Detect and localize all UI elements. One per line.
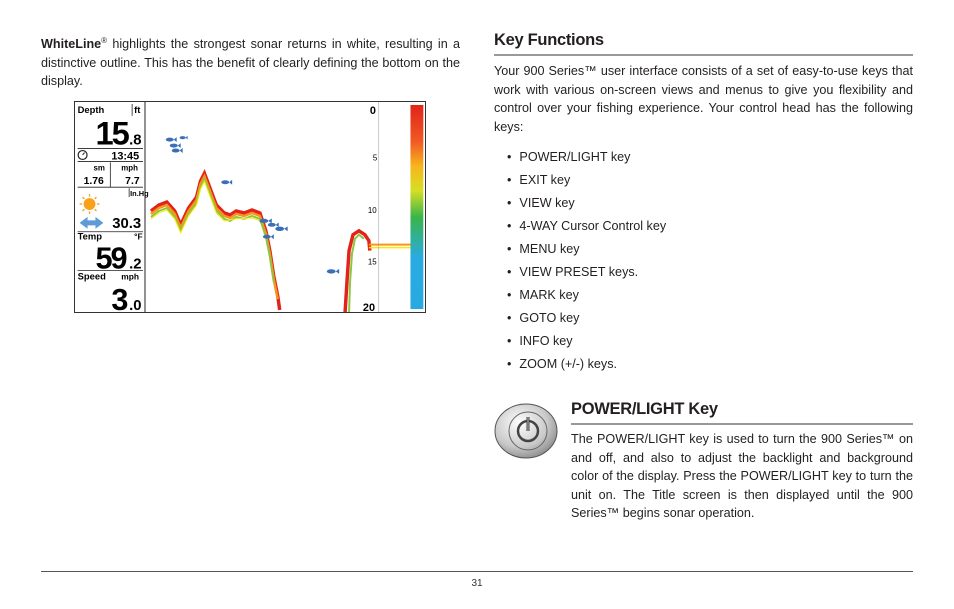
mph-value: 7.7 [125,176,140,188]
list-item: • POWER/LIGHT key [507,148,666,171]
key-functions-heading: Key Functions [494,31,604,49]
speed-value-big: 3 [111,282,129,313]
power-key-icon [494,403,558,459]
speed-value-small: .0 [129,298,142,313]
key-list [507,148,666,378]
temp-label: Temp [77,230,103,242]
list-item: • ZOOM (+/-) keys. [507,355,666,378]
scale-20: 20 [362,302,376,313]
speed-label: Speed [77,270,106,282]
whiteline-paragraph [41,32,460,91]
pressure-unit: In.Hg [130,189,149,199]
power-light-paragraph: The POWER/LIGHT key is used to turn the 900 Series™ on and off, and also to adjust the backlight and background color of the display. Press the POWER/LIGHT key to turn the unit on. The Title screen is then displayed until the 900 Series™ begins sonar operation. [571,432,913,520]
whiteline-text: highlights the strongest sonar returns in white, resulting in a distinctive outline. This has the benefit of clearly defining the bottom on the display. [41,37,460,89]
scale-10: 10 [367,205,377,215]
page-number: 31 [471,578,483,589]
heading-rule [494,54,913,56]
list-item: • MENU key [507,240,666,263]
mph-label: mph [121,163,138,173]
list-item: • INFO key [507,332,666,355]
sm-value: 1.76 [83,176,104,188]
temp-value-small: .2 [129,256,142,273]
list-item: • EXIT key [507,171,666,194]
list-item: • GOTO key [507,309,666,332]
depth-value-small: .8 [129,132,142,149]
sonar-display-image [74,101,426,313]
scale-5: 5 [372,153,378,163]
scale-15: 15 [367,257,377,267]
footer-rule [41,571,913,572]
sm-label: sm [93,163,105,173]
list-item: • 4-WAY Cursor Control key [507,217,666,240]
whiteline-term: WhiteLine [41,37,102,52]
pressure-value: 30.3 [112,215,142,232]
list-item: • VIEW key [507,194,666,217]
scale-0: 0 [369,104,376,117]
clock-time: 13:45 [111,150,140,163]
key-functions-intro: Your 900 Series™ user interface consists of a set of easy-to-use keys that work with various on-screen views and menus to give you flexibility and control over your fishing experience. Your control head has the following keys: [494,64,913,134]
power-light-heading: POWER/LIGHT Key [571,400,718,418]
list-item: • VIEW PRESET keys. [507,263,666,286]
clock-icon [78,151,87,160]
speed-unit: mph [121,271,139,282]
temp-value-big: 59 [95,240,126,276]
depth-value-big: 15 [95,114,128,152]
color-scale-bar [410,105,423,309]
registered-mark: ® [101,36,108,45]
power-heading-rule [571,423,913,425]
list-item: • MARK key [507,286,666,309]
depth-label: Depth [77,103,105,115]
depth-unit: ft [134,103,141,115]
temp-unit: °F [134,231,143,242]
